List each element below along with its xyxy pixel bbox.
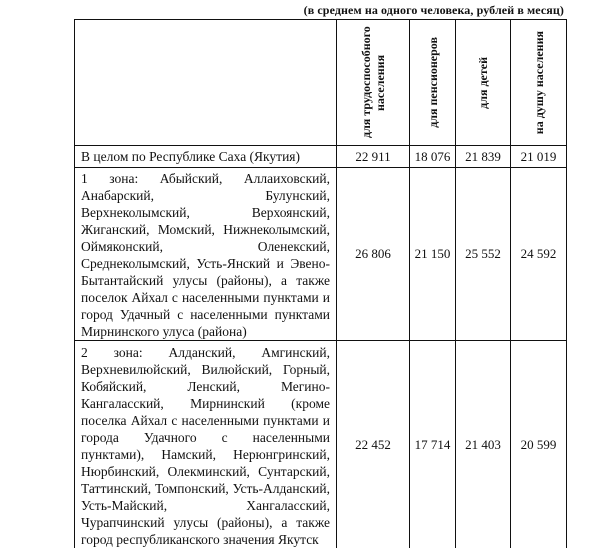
- value-children: 21 403: [456, 341, 511, 548]
- value-per-capita: 20 599: [511, 341, 567, 548]
- row-label: 1 зона: Абыйский, Аллаиховский, Анабарский, Булунский, Верхнеколымский, Верхоянский, Жиганский, Момский, Нижнеколымский, Оймяконский, Оленекский, Среднеколымский, Усть-Янский и Эвено-Бытантайский улусы (районы), а также поселок Айхал с населенными пунктами и город Удачный с населенными пунктами Мирнинского улуса (района): [75, 168, 337, 341]
- value-working-age: 22 911: [337, 146, 410, 168]
- value-working-age: 26 806: [337, 168, 410, 341]
- header-col-pensioners: для пенсионеров: [410, 20, 456, 146]
- header-col-working-age: для трудоспособного населения: [337, 20, 410, 146]
- row-label: 2 зона: Алданский, Амгинский, Верхневилюйский, Вилюйский, Горный, Кобяйский, Ленский, Мегино-Кангаласский, Мирнинский (кроме поселка Айхал с населенными пунктами и города Удачного с населенными пунктами), Намский, Нерюнгринский, Нюрбинский, Олекминский, Сунтарский, Таттинский, Томпонский, Усть-Алданский, Усть-Майский, Хангаласский, Чурапчинский улусы (районы), а также город республиканского значения Якутск: [75, 341, 337, 548]
- value-pensioners: 21 150: [410, 168, 456, 341]
- table-row: [75, 146, 567, 168]
- header-empty-cell: [75, 20, 337, 146]
- header-col-per-capita: на душу населения: [511, 20, 567, 146]
- value-children: 21 839: [456, 146, 511, 168]
- value-pensioners: 18 076: [410, 146, 456, 168]
- header-row: [75, 20, 567, 146]
- value-per-capita: 24 592: [511, 168, 567, 341]
- value-working-age: 22 452: [337, 341, 410, 548]
- row-label: В целом по Республике Саха (Якутия): [75, 146, 337, 168]
- units-note: (в среднем на одного человека, рублей в месяц): [304, 3, 564, 18]
- table-row: [75, 341, 567, 548]
- header-col-children: для детей: [456, 20, 511, 146]
- value-pensioners: 17 714: [410, 341, 456, 548]
- value-children: 25 552: [456, 168, 511, 341]
- table-row: [75, 168, 567, 341]
- value-per-capita: 21 019: [511, 146, 567, 168]
- subsistence-minimum-table: [74, 19, 567, 548]
